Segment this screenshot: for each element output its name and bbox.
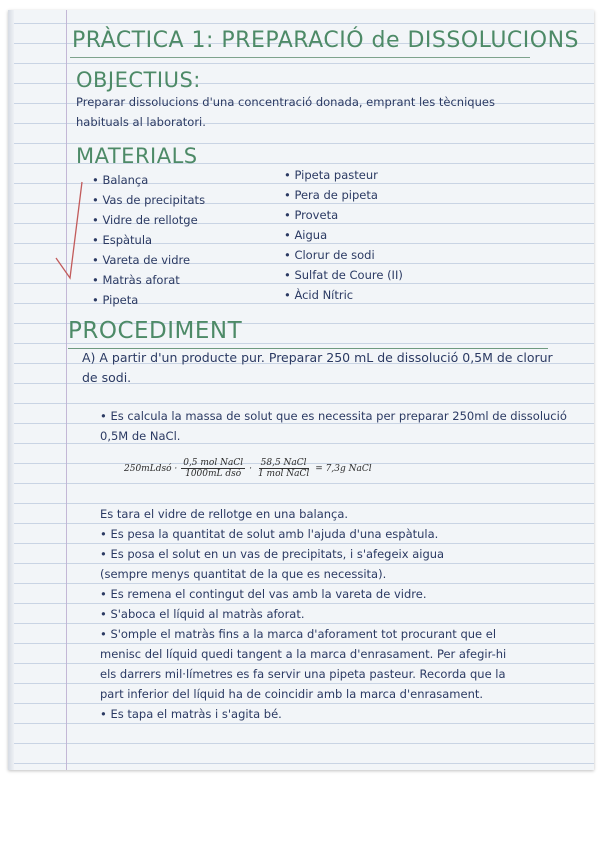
list-item: • Pipeta pasteur [284, 168, 378, 182]
list-item: menisc del líquid quedi tangent a la marca d'enrasament. Per afegir-hi [100, 647, 507, 661]
fraction-molar-mass [256, 458, 311, 479]
list-item: • Vareta de vidre [92, 253, 191, 267]
section-a-heading: A) A partir d'un producte pur. Preparar 250 mL de dissolució 0,5M de clorur de sodi. [82, 350, 553, 385]
list-item: • Aigua [284, 228, 328, 242]
list-item: • Balança [92, 173, 149, 187]
list-item: • Es pesa la quantitat de solut amb l'ajuda d'una espàtula. [100, 527, 439, 541]
page-binding-edge [8, 10, 14, 770]
list-item: (sempre menys quantitat de la que es necessita). [100, 567, 387, 581]
procediment-heading: PROCEDIMENT [68, 318, 243, 344]
objectius-text: Preparar dissolucions d'una concentració donada, emprant les tècniques habituals al laboratori. [76, 95, 495, 129]
formula-result: = 7,3g NaCl [315, 463, 372, 474]
materials-list-right [284, 165, 403, 305]
formula-dot: · [249, 463, 252, 474]
formula-lead: 250mLdsó · [124, 463, 178, 474]
procedure-steps [100, 504, 506, 724]
notebook-page [8, 10, 594, 770]
list-item: els darrers mil·límetres es fa servir una pipeta pasteur. Recorda que la [100, 667, 506, 681]
fraction-numerator: 0,5 mol NaCl [183, 458, 244, 468]
materials-list-left [92, 170, 205, 310]
title-underline [70, 57, 530, 58]
list-item: • Espàtula [92, 233, 153, 247]
list-item: • Sulfat de Coure (II) [284, 268, 403, 282]
fraction-denominator: 1000mL dsó [185, 469, 242, 479]
calculation-formula [124, 458, 372, 479]
objectius-heading: OBJECTIUS: [76, 68, 201, 92]
list-item: • Pera de pipeta [284, 188, 378, 202]
calculation-bullet: • Es calcula la massa de solut que es necessita per preparar 250ml de dissolució 0,5M de NaCl. [100, 409, 567, 443]
list-item: • Es remena el contingut del vas amb la vareta de vidre. [100, 587, 427, 601]
list-item: • Vas de precipitats [92, 193, 206, 207]
fraction-denominator: 1 mol NaCl [257, 469, 310, 479]
page-title: PRÀCTICA 1: PREPARACIÓ de DISSOLUCIONS [72, 28, 580, 53]
fraction-molarity [181, 458, 245, 479]
list-item: • S'aboca el líquid al matràs aforat. [100, 607, 305, 621]
list-item: Es tara el vidre de rellotge en una balança. [100, 507, 349, 521]
margin-line [66, 10, 67, 770]
list-item: • Es posa el solut en un vas de precipitats, i s'afegeix aigua [100, 547, 445, 561]
list-item: • Clorur de sodi [284, 248, 375, 262]
fraction-numerator: 58,5 NaCl [260, 458, 307, 468]
list-item: • Matràs aforat [92, 273, 180, 287]
checkmark-icon [52, 178, 92, 298]
list-item: • Pipeta [92, 293, 139, 307]
list-item: • Vidre de rellotge [92, 213, 198, 227]
list-item: • Àcid Nítric [284, 288, 354, 302]
list-item: part inferior del líquid ha de coincidir amb la marca d'enrasament. [100, 687, 484, 701]
list-item: • Es tapa el matràs i s'agita bé. [100, 707, 282, 721]
list-item: • Proveta [284, 208, 339, 222]
materials-heading: MATERIALS [76, 144, 198, 168]
list-item: • S'omple el matràs fins a la marca d'aforament tot procurant que el [100, 627, 497, 641]
